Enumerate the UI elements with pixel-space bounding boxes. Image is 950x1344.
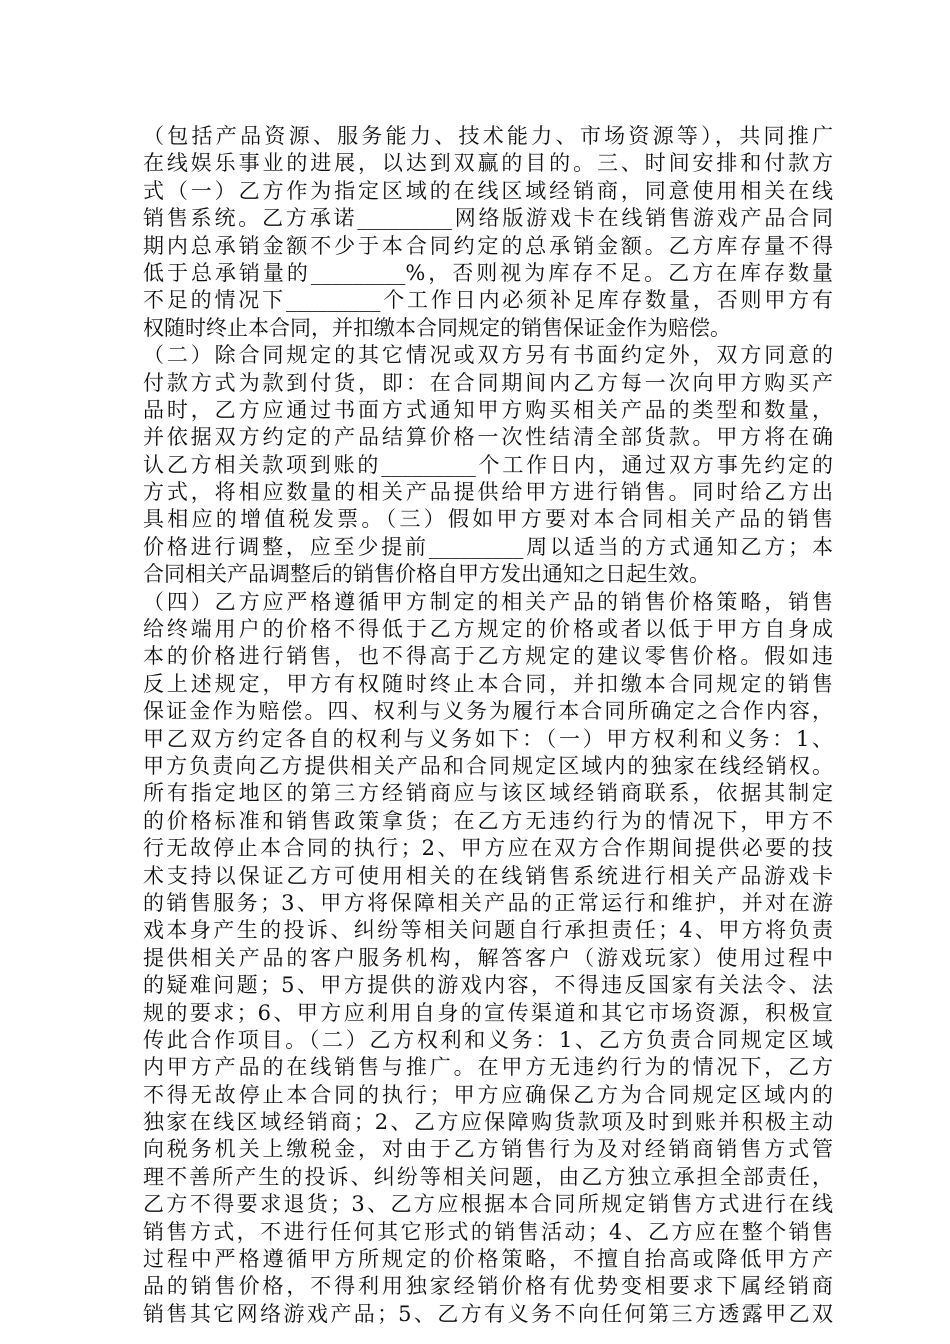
text-line: 销售其它网络游戏产品；5、乙方有义务不向任何第三方透露甲乙双 bbox=[143, 1301, 833, 1326]
text-line: 方式，将相应数量的相关产品提供给甲方进行销售。同时给乙方出 bbox=[143, 480, 833, 505]
text-line: 期内总承销金额不少于本合同约定的总承销金额。乙方库存量不得 bbox=[143, 233, 833, 258]
text-line: 规的要求；6、甲方应利用自身的宣传渠道和其它市场资源，积极宣 bbox=[143, 1000, 833, 1025]
text-line: （四）乙方应严格遵循甲方制定的相关产品的销售价格策略，销售 bbox=[143, 589, 833, 614]
text-line: 权随时终止本合同，并扣缴本合同规定的销售保证金作为赔偿。 bbox=[143, 315, 731, 340]
text-line: 提供相关产品的客户服务机构，解答客户（游戏玩家）使用过程中 bbox=[143, 945, 833, 970]
text-line: 传此合作项目。（二）乙方权利和义务：1、乙方负责合同规定区域 bbox=[143, 1027, 833, 1052]
text-line: 本的价格进行销售，也不得高于乙方规定的建议零售价格。假如违 bbox=[143, 644, 833, 669]
text-line: 不得无故停止本合同的执行；甲方应确保乙方为合同规定区域内的 bbox=[143, 1082, 833, 1107]
text-line: 不足的情况下_________个工作日内必须补足库存数量，否则甲方有 bbox=[143, 288, 833, 313]
text-line: 销售系统。乙方承诺_________网络版游戏卡在线销售游戏产品合同 bbox=[143, 206, 833, 231]
text-line: 价格进行调整，应至少提前_________周以适当的方式通知乙方；本 bbox=[143, 534, 833, 559]
text-line: 理不善所产生的投诉、纠纷等相关问题，由乙方独立承担全部责任， bbox=[143, 1164, 833, 1189]
text-line: 并依据双方约定的产品结算价格一次性结清全部货款。甲方将在确 bbox=[143, 425, 833, 450]
text-line: 给终端用户的价格不得低于乙方规定的价格或者以低于甲方自身成 bbox=[143, 617, 833, 642]
text-line: 具相应的增值税发票。（三）假如甲方要对本合同相关产品的销售 bbox=[143, 507, 833, 532]
text-line: 向税务机关上缴税金，对由于乙方销售行为及对经销商销售方式管 bbox=[143, 1137, 833, 1162]
text-line: 内甲方产品的在线销售与推广。在甲方无违约行为的情况下，乙方 bbox=[143, 1055, 833, 1080]
text-line: 甲乙双方约定各自的权利与义务如下：（一）甲方权利和义务：1、 bbox=[143, 726, 833, 751]
text-line: 乙方不得要求退货；3、乙方应根据本合同所规定销售方式进行在线 bbox=[143, 1192, 833, 1217]
text-line: 过程中严格遵循甲方所规定的价格策略，不擅自抬高或降低甲方产 bbox=[143, 1247, 833, 1272]
text-line: （二）除合同规定的其它情况或双方另有书面约定外，双方同意的 bbox=[143, 343, 833, 368]
text-line: 反上述规定，甲方有权随时终止本合同，并扣缴本合同规定的销售 bbox=[143, 671, 833, 696]
text-line: 在线娱乐事业的进展，以达到双赢的目的。三、时间安排和付款方 bbox=[143, 151, 833, 176]
text-line: 术支持以保证乙方可使用相关的在线销售系统进行相关产品游戏卡 bbox=[143, 863, 833, 888]
text-line: 所有指定地区的第三方经销商应与该区域经销商联系，依据其制定 bbox=[143, 781, 833, 806]
text-line: 戏本身产生的投诉、纠纷等相关问题自行承担责任；4、甲方将负责 bbox=[143, 918, 833, 943]
text-line: 行无故停止本合同的执行；2、甲方应在双方合作期间提供必要的技 bbox=[143, 836, 833, 861]
text-line: 保证金作为赔偿。四、权利与义务为履行本合同所确定之合作内容， bbox=[143, 699, 833, 724]
text-line: 认乙方相关款项到账的_________个工作日内，通过双方事先约定的 bbox=[143, 452, 833, 477]
text-line: 的销售服务；3、甲方将保障相关产品的正常运行和维护，并对在游 bbox=[143, 890, 833, 915]
text-line: 品的销售价格，不得利用独家经销价格有优势变相要求下属经销商 bbox=[143, 1274, 833, 1299]
text-line: 的疑难问题；5、甲方提供的游戏内容，不得违反国家有关法令、法 bbox=[143, 973, 833, 998]
text-line: 低于总承销量的_________%，否则视为库存不足。乙方在库存数量 bbox=[143, 260, 833, 285]
text-line: 独家在线区域经销商；2、乙方应保障购货款项及时到账并积极主动 bbox=[143, 1110, 833, 1135]
text-line: 合同相关产品调整后的销售价格自甲方发出通知之日起生效。 bbox=[143, 562, 710, 587]
text-line: 的价格标准和销售政策拿货；在乙方无违约行为的情况下，甲方不 bbox=[143, 808, 833, 833]
text-line: 式（一）乙方作为指定区域的在线区域经销商，同意使用相关在线 bbox=[143, 178, 833, 203]
text-line: 销售方式，不进行任何其它形式的销售活动；4、乙方应在整个销售 bbox=[143, 1219, 833, 1244]
text-line: （包括产品资源、服务能力、技术能力、市场资源等），共同推广 bbox=[143, 124, 833, 148]
text-line: 付款方式为款到付货，即：在合同期间内乙方每一次向甲方购买产 bbox=[143, 370, 833, 395]
contract-body-text bbox=[143, 123, 833, 1328]
text-line: 品时，乙方应通过书面方式通知甲方购买相关产品的类型和数量， bbox=[143, 397, 833, 422]
text-line: 甲方负责向乙方提供相关产品和合同规定区域内的独家在线经销权。 bbox=[143, 753, 833, 778]
